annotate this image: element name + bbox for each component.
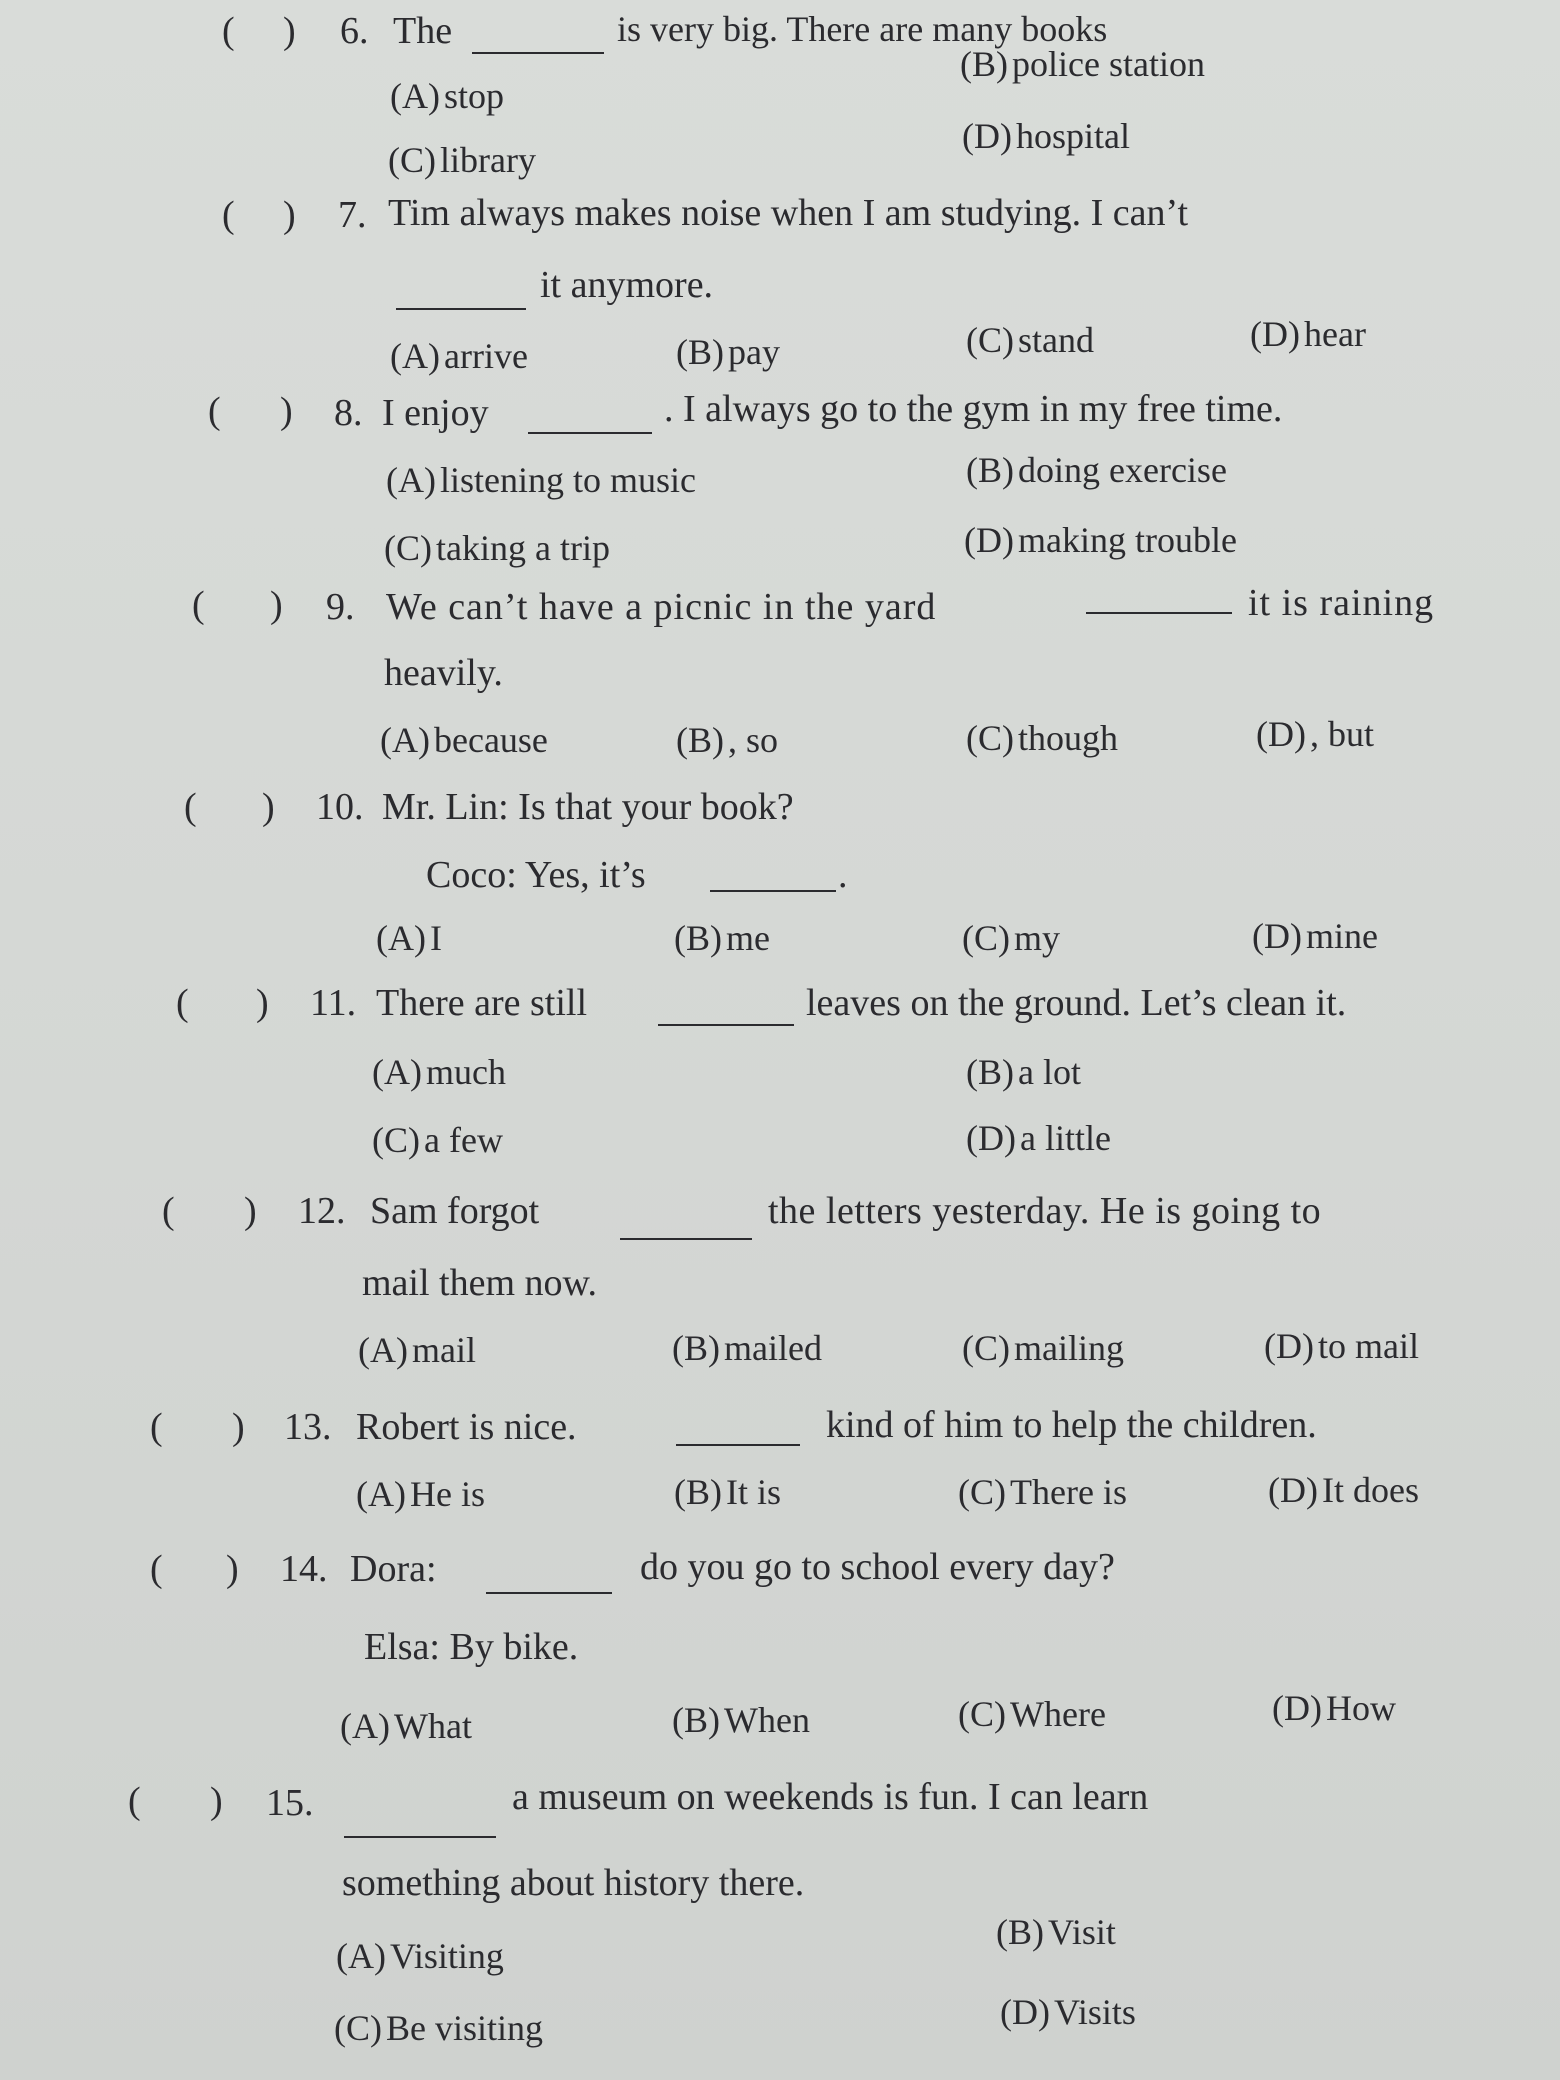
question-stem-after: it anymore. [540, 264, 714, 306]
option-d: (D) How [1272, 1688, 1396, 1728]
question-number: 10. [316, 786, 364, 828]
answer-paren-close: ) [210, 1780, 223, 1822]
option-a: (A) I [376, 918, 442, 958]
option-b: (B) me [674, 918, 770, 958]
question-stem-after: . [838, 854, 848, 896]
question-stem-line1: Mr. Lin: Is that your book? [382, 786, 794, 828]
option-b: (B) doing exercise [966, 450, 1227, 490]
answer-paren-close: ) [232, 1406, 245, 1448]
option-a: (A) much [372, 1052, 506, 1092]
option-c: (C) stand [966, 320, 1094, 360]
option-c: (C) There is [958, 1472, 1127, 1512]
question-stem-line2: mail them now. [362, 1262, 597, 1304]
question-number: 7. [338, 194, 367, 236]
answer-paren-close: ) [283, 194, 296, 236]
answer-paren-close: ) [244, 1190, 257, 1232]
option-d: (D) hospital [962, 116, 1130, 156]
option-a: (A) mail [358, 1330, 476, 1370]
option-b: (B) police station [960, 44, 1205, 84]
option-a: (A) What [340, 1706, 472, 1746]
option-c: (C) though [966, 718, 1119, 758]
question-stem-line1: Tim always makes noise when I am studying. I can’t [388, 192, 1189, 234]
question-stem-after: kind of him to help the children. [826, 1404, 1317, 1446]
answer-paren-open: ( [222, 194, 235, 236]
option-d: (D) , but [1256, 714, 1374, 754]
answer-blank [658, 1024, 794, 1026]
answer-blank [528, 432, 652, 434]
question-number: 9. [326, 586, 355, 628]
option-c: (C) taking a trip [384, 528, 610, 568]
question-stem-line2: Elsa: By bike. [364, 1626, 579, 1668]
option-b: (B) It is [674, 1472, 782, 1512]
question-stem-after: it is raining [1248, 582, 1435, 624]
answer-paren-close: ) [256, 982, 269, 1024]
question-number: 15. [266, 1782, 314, 1824]
answer-paren-open: ( [162, 1190, 175, 1232]
option-a: (A) listening to music [386, 460, 696, 500]
question-stem-after: . I always go to the gym in my free time. [664, 388, 1283, 430]
option-d: (D) a little [966, 1118, 1111, 1158]
option-d: (D) hear [1250, 314, 1366, 354]
question-number: 11. [310, 982, 357, 1024]
option-d: (D) to mail [1264, 1326, 1419, 1366]
option-a: (A) arrive [390, 336, 528, 376]
question-stem-before: I enjoy [382, 392, 489, 434]
option-b: (B) Visit [996, 1912, 1116, 1952]
answer-paren-close: ) [280, 390, 293, 432]
question-stem-before: Sam forgot [370, 1190, 540, 1232]
answer-blank [396, 308, 526, 310]
answer-paren-open: ( [176, 982, 189, 1024]
answer-paren-close: ) [270, 584, 283, 626]
answer-paren-close: ) [283, 10, 296, 52]
option-c: (C) mailing [962, 1328, 1124, 1368]
question-number: 13. [284, 1406, 332, 1448]
option-a: (A) because [380, 720, 548, 760]
option-d: (D) Visits [1000, 1992, 1136, 2032]
answer-blank [472, 52, 604, 54]
answer-paren-open: ( [150, 1548, 163, 1590]
option-a: (A) He is [356, 1474, 485, 1514]
option-d: (D) It does [1268, 1470, 1419, 1510]
question-stem-before: Robert is nice. [356, 1406, 577, 1448]
answer-paren-open: ( [222, 10, 235, 52]
question-stem-line2: something about history there. [342, 1862, 805, 1904]
option-b: (B) When [672, 1700, 810, 1740]
option-c: (C) Where [958, 1694, 1106, 1734]
option-c: (C) Be visiting [334, 2008, 544, 2048]
question-stem-before: Coco: Yes, it’s [426, 854, 646, 896]
answer-blank [1086, 612, 1232, 614]
option-a: (A) Visiting [336, 1936, 504, 1976]
question-stem-after: the letters yesterday. He is going to [768, 1190, 1322, 1232]
answer-blank [344, 1836, 496, 1838]
question-number: 8. [334, 392, 363, 434]
answer-blank [486, 1592, 612, 1594]
option-c: (C) my [962, 918, 1061, 958]
question-stem-before: We can’t have a picnic in the yard [386, 586, 937, 628]
option-b: (B) pay [676, 332, 780, 372]
answer-paren-open: ( [184, 786, 197, 828]
question-stem-line2: heavily. [384, 652, 503, 694]
answer-blank [710, 890, 836, 892]
question-stem-after: leaves on the ground. Let’s clean it. [806, 982, 1347, 1024]
answer-paren-open: ( [192, 584, 205, 626]
option-c: (C) a few [372, 1120, 503, 1160]
answer-paren-open: ( [128, 1780, 141, 1822]
option-b: (B) a lot [966, 1052, 1081, 1092]
question-stem-after: do you go to school every day? [640, 1546, 1115, 1588]
question-stem-before: The [393, 10, 453, 52]
option-d: (D) mine [1252, 916, 1378, 956]
question-number: 6. [340, 10, 369, 52]
question-stem-after: is very big. There are many books [617, 9, 1108, 49]
option-a: (A) stop [390, 76, 504, 116]
answer-blank [676, 1444, 800, 1446]
option-b: (B) , so [676, 720, 779, 760]
option-b: (B) mailed [672, 1328, 822, 1368]
question-number: 14. [280, 1548, 328, 1590]
option-d: (D) making trouble [964, 520, 1237, 560]
answer-paren-close: ) [226, 1548, 239, 1590]
question-stem-before: Dora: [350, 1548, 437, 1590]
option-c: (C) library [388, 140, 536, 180]
answer-paren-close: ) [262, 786, 275, 828]
answer-paren-open: ( [150, 1406, 163, 1448]
answer-paren-open: ( [208, 390, 221, 432]
question-number: 12. [298, 1190, 346, 1232]
question-stem-after: a museum on weekends is fun. I can learn [512, 1776, 1149, 1818]
question-stem-before: There are still [376, 982, 588, 1024]
answer-blank [620, 1238, 752, 1240]
